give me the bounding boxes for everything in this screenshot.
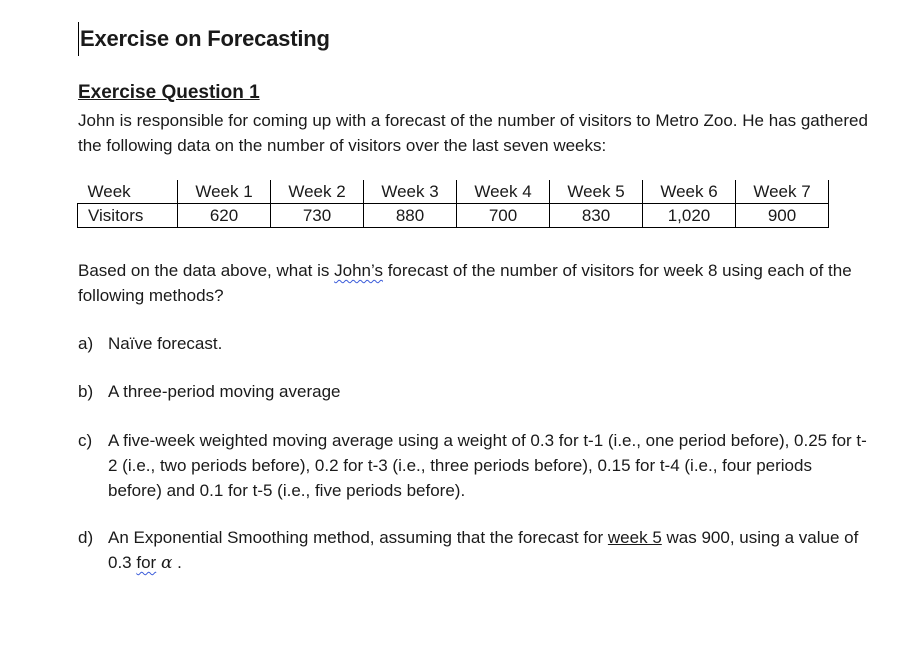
visitor-cell: 1,020 <box>643 204 736 228</box>
item-text: Naïve forecast. <box>108 334 223 353</box>
item-marker: d) <box>78 528 94 547</box>
visitor-data-table <box>77 180 829 228</box>
week-cell: Week 4 <box>457 180 550 204</box>
question-heading: Exercise Question 1 <box>78 82 260 103</box>
visitor-cell: 730 <box>271 204 364 228</box>
table-row-weeks <box>78 180 829 204</box>
item-marker: c) <box>78 431 93 450</box>
week-cell: Week 2 <box>271 180 364 204</box>
item-text: A three-period moving average <box>108 382 341 401</box>
prompt-text-end: forecast of the number of visitors for week 8 using each of the following methods? <box>78 261 852 305</box>
item-text <box>108 525 868 576</box>
text-cursor <box>78 22 79 56</box>
grammar-flagged-word[interactable]: John’s <box>334 261 383 280</box>
alpha-symbol: α <box>160 553 173 573</box>
week-cell: Week 6 <box>643 180 736 204</box>
item-d-text-1: An Exponential Smoothing method, assuming that the forecast for <box>108 528 608 547</box>
visitor-cell: 830 <box>550 204 643 228</box>
visitor-cell: 900 <box>736 204 829 228</box>
week-cell: Week 1 <box>178 180 271 204</box>
visitor-cell: 620 <box>178 204 271 228</box>
intro-paragraph: John is responsible for coming up with a forecast of the number of visitors to Metro Zoo. He has gathered the following data on the number of visitors over the last seven weeks: <box>78 111 868 155</box>
prompt-text-start: Based on the data above, what is <box>78 261 335 280</box>
item-d-end: . <box>177 553 182 572</box>
week-cell: Week 7 <box>736 180 829 204</box>
document-title: Exercise on Forecasting <box>80 26 330 51</box>
item-marker: a) <box>78 334 94 353</box>
row-label-visitors: Visitors <box>78 204 178 228</box>
item-d-text-2: was 900, using a value of 0.3 <box>108 528 859 572</box>
week-cell: Week 5 <box>550 180 643 204</box>
question-prompt <box>78 258 868 308</box>
visitor-cell: 880 <box>364 204 457 228</box>
item-text: A five-week weighted moving average using a weight of 0.3 for t-1 (i.e., one period before), 0.25 for t-2 (i.e., two periods before), 0.2 for t-3 (i.e., three periods before), 0.15 for t-4 (i.e., four periods before) and 0.1 for t-5 (i.e., five periods before). <box>108 431 867 500</box>
item-marker: b) <box>78 382 94 401</box>
row-label-week: Week <box>78 180 178 204</box>
visitor-cell: 700 <box>457 204 550 228</box>
underlined-week-5: week 5 <box>607 528 662 547</box>
week-cell: Week 3 <box>364 180 457 204</box>
table-row-visitors <box>78 204 829 228</box>
grammar-flagged-word[interactable]: for <box>136 553 157 572</box>
